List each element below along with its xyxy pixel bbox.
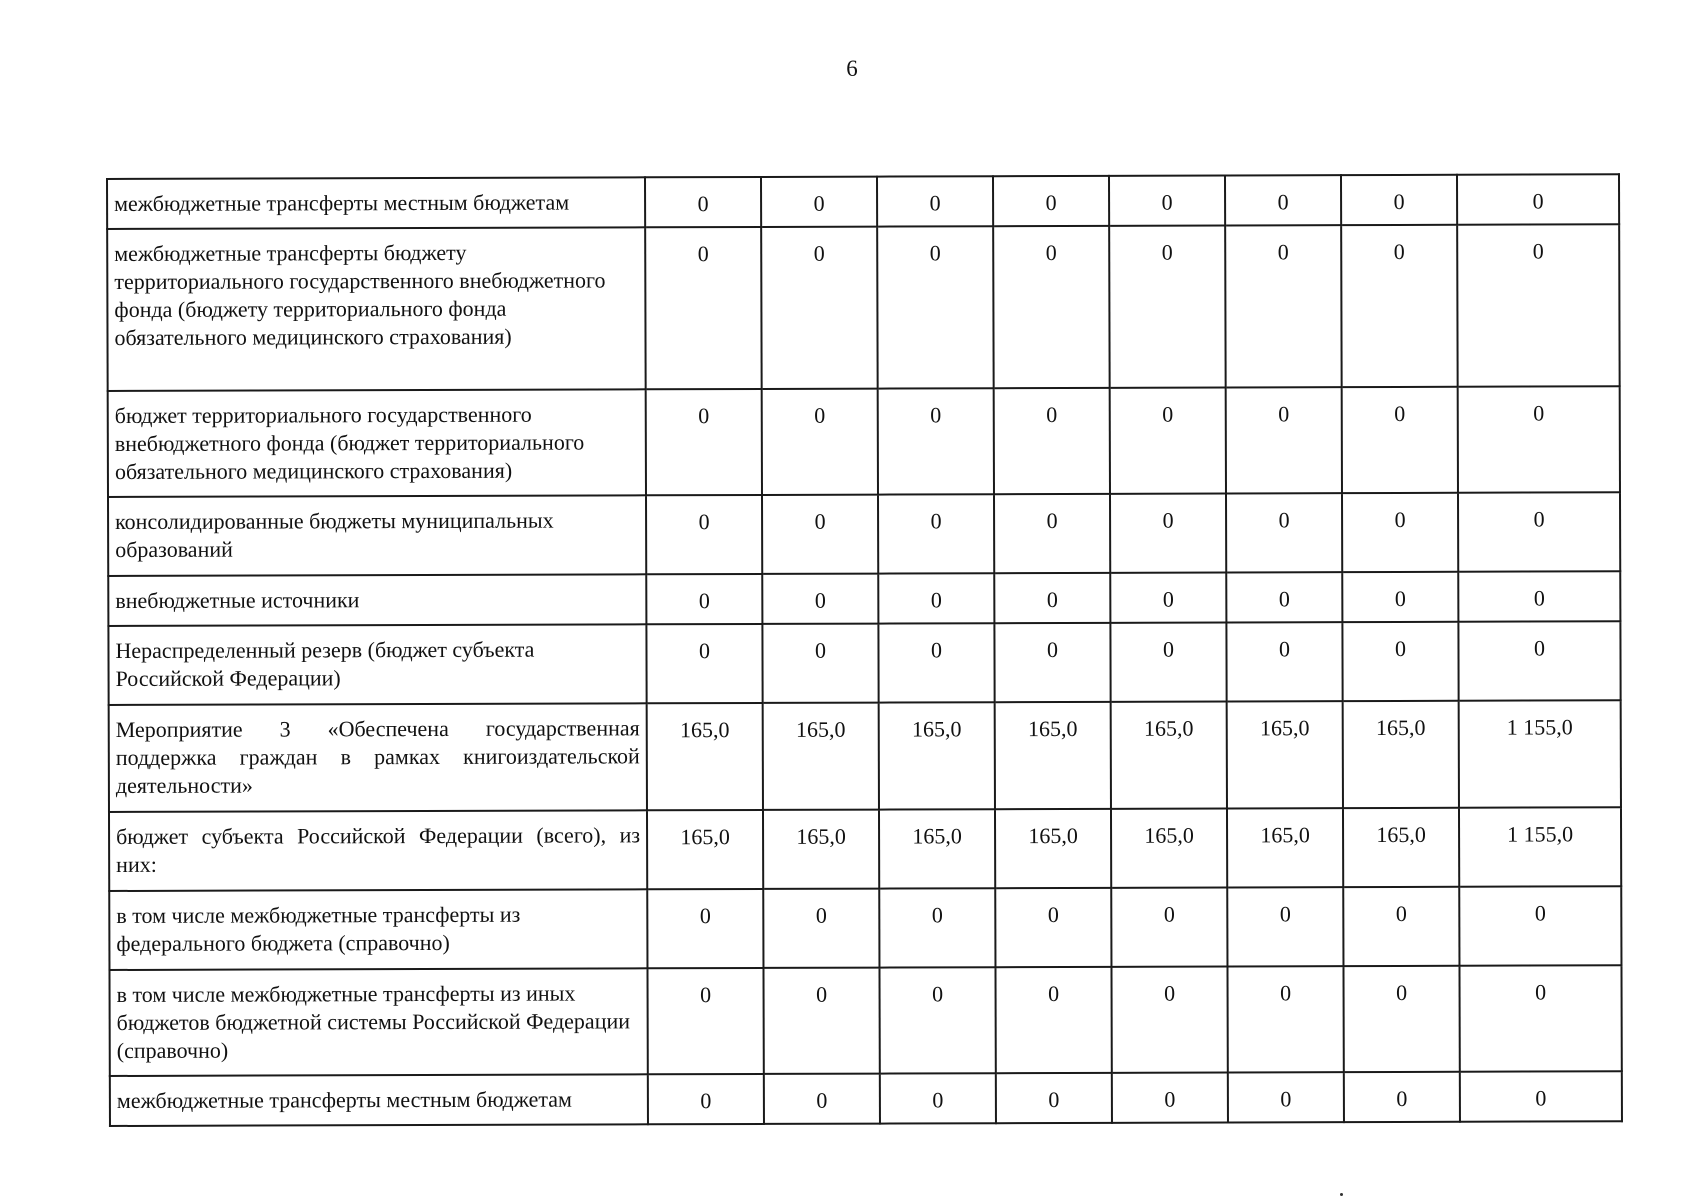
value-cell: 0 [1227,966,1343,1072]
value-cell: 0 [994,388,1110,494]
value-cell: 0 [1342,622,1458,701]
value-cell: 165,0 [647,810,763,889]
value-cell: 0 [762,574,878,624]
value-cell: 0 [995,967,1111,1073]
table-row [107,174,1619,229]
row-label: межбюджетные трансферты бюджету территориального государственного внебюджетного фонда (бюджету территориального фонда обязательного медицинского страхования) [107,227,646,391]
value-cell: 0 [1458,571,1620,622]
value-cell: 0 [1225,225,1342,387]
value-cell: 0 [1109,175,1225,225]
value-cell: 0 [764,1074,880,1124]
value-cell: 0 [1110,622,1226,701]
value-cell: 0 [1457,224,1620,387]
row-label: Мероприятие 3 «Обеспечена государственная поддержка граждан в рамках книгоиздательской деятельности» [109,703,647,812]
value-cell: 0 [879,888,995,967]
value-cell: 0 [1458,621,1620,701]
value-cell: 0 [878,388,994,494]
value-cell: 0 [1458,386,1620,493]
value-cell: 0 [994,623,1110,702]
value-cell: 0 [1459,886,1621,966]
value-cell: 0 [877,176,993,226]
value-cell: 0 [993,226,1110,388]
value-cell: 0 [645,177,761,227]
value-cell: 0 [879,967,995,1073]
value-cell: 0 [647,968,763,1074]
value-cell: 165,0 [647,703,763,810]
row-label: внебюджетные источники [108,574,646,626]
row-label: Нераспределенный резерв (бюджет субъекта Российской Федерации) [108,624,646,705]
value-cell: 0 [647,889,763,968]
value-cell: 0 [761,227,878,389]
value-cell: 0 [1110,572,1226,622]
value-cell: 0 [1342,387,1458,493]
row-label: консолидированные бюджеты муниципальных образований [108,495,646,576]
table-row [108,621,1620,705]
value-cell: 0 [994,573,1110,623]
value-cell: 0 [1343,887,1459,966]
value-cell: 0 [762,495,878,574]
value-cell: 165,0 [1111,808,1227,887]
value-cell: 0 [1458,492,1620,572]
table-row [108,492,1620,576]
budget-table-body [107,174,1622,1126]
value-cell: 0 [646,389,762,495]
value-cell: 0 [996,1073,1112,1123]
value-cell: 0 [878,573,994,623]
value-cell: 0 [1343,966,1459,1072]
row-label: в том числе межбюджетные трансферты из иных бюджетов бюджетной системы Российской Федерации (справочно) [109,968,647,1076]
value-cell: 1 155,0 [1459,700,1621,808]
value-cell: 0 [1342,572,1458,622]
value-cell: 0 [761,177,877,227]
value-cell: 165,0 [879,809,995,888]
value-cell: 0 [1459,965,1621,1072]
value-cell: 0 [1110,493,1226,572]
value-cell: 0 [648,1074,764,1124]
value-cell: 0 [763,968,879,1074]
table-row [110,1071,1622,1126]
value-cell: 165,0 [763,703,879,810]
value-cell: 0 [994,494,1110,573]
value-cell: 165,0 [995,809,1111,888]
value-cell: 1 155,0 [1459,807,1621,887]
value-cell: 0 [1342,493,1458,572]
value-cell: 0 [995,888,1111,967]
table-row [108,386,1620,497]
table-row [107,224,1620,391]
table-row [109,700,1621,812]
value-cell: 0 [877,226,994,388]
value-cell: 165,0 [1111,701,1227,808]
page-number: 6 [846,56,858,81]
row-label: бюджет территориального государственного внебюджетного фонда (бюджет территориального обязательного медицинского страхования) [108,389,646,497]
value-cell: 0 [993,176,1109,226]
value-cell: 0 [1226,493,1342,572]
value-cell: 0 [645,227,762,389]
value-cell: 0 [1226,387,1342,493]
value-cell: 165,0 [879,702,995,809]
value-cell: 0 [1457,174,1619,225]
value-cell: 0 [1109,225,1226,387]
table-row [109,807,1621,891]
value-cell: 0 [1341,225,1458,387]
value-cell: 165,0 [1343,808,1459,887]
value-cell: 0 [878,623,994,702]
value-cell: 0 [1227,887,1343,966]
row-label: в том числе межбюджетные трансферты из федерального бюджета (справочно) [109,889,647,970]
row-label: межбюджетные трансферты местным бюджетам [110,1074,648,1126]
value-cell: 0 [878,494,994,573]
value-cell: 165,0 [995,702,1111,809]
value-cell: 0 [1111,966,1227,1072]
value-cell: 0 [646,495,762,574]
value-cell: 165,0 [1227,701,1343,808]
value-cell: 0 [1225,175,1341,225]
value-cell: 165,0 [1227,808,1343,887]
row-label: бюджет субъекта Российской Федерации (всего), из них: [109,810,647,891]
value-cell: 0 [1110,387,1226,493]
value-cell: 0 [762,624,878,703]
value-cell: 0 [1228,1072,1344,1122]
row-label: межбюджетные трансферты местным бюджетам [107,177,645,229]
value-cell: 165,0 [1343,701,1459,808]
value-cell: 0 [1460,1071,1622,1122]
value-cell: 0 [1341,175,1457,225]
budget-table [106,173,1623,1127]
value-cell: 0 [646,624,762,703]
value-cell: 0 [1344,1072,1460,1122]
budget-table-sheet [106,173,1621,1127]
table-row [109,886,1621,970]
value-cell: 0 [1111,887,1227,966]
table-row [109,965,1621,1076]
value-cell: 0 [880,1073,996,1123]
value-cell: 0 [1226,622,1342,701]
value-cell: 0 [646,574,762,624]
stray-dot [1340,1193,1343,1196]
value-cell: 0 [763,889,879,968]
value-cell: 0 [1112,1072,1228,1122]
value-cell: 0 [762,389,878,495]
value-cell: 165,0 [763,810,879,889]
value-cell: 0 [1226,572,1342,622]
table-row [108,571,1620,626]
